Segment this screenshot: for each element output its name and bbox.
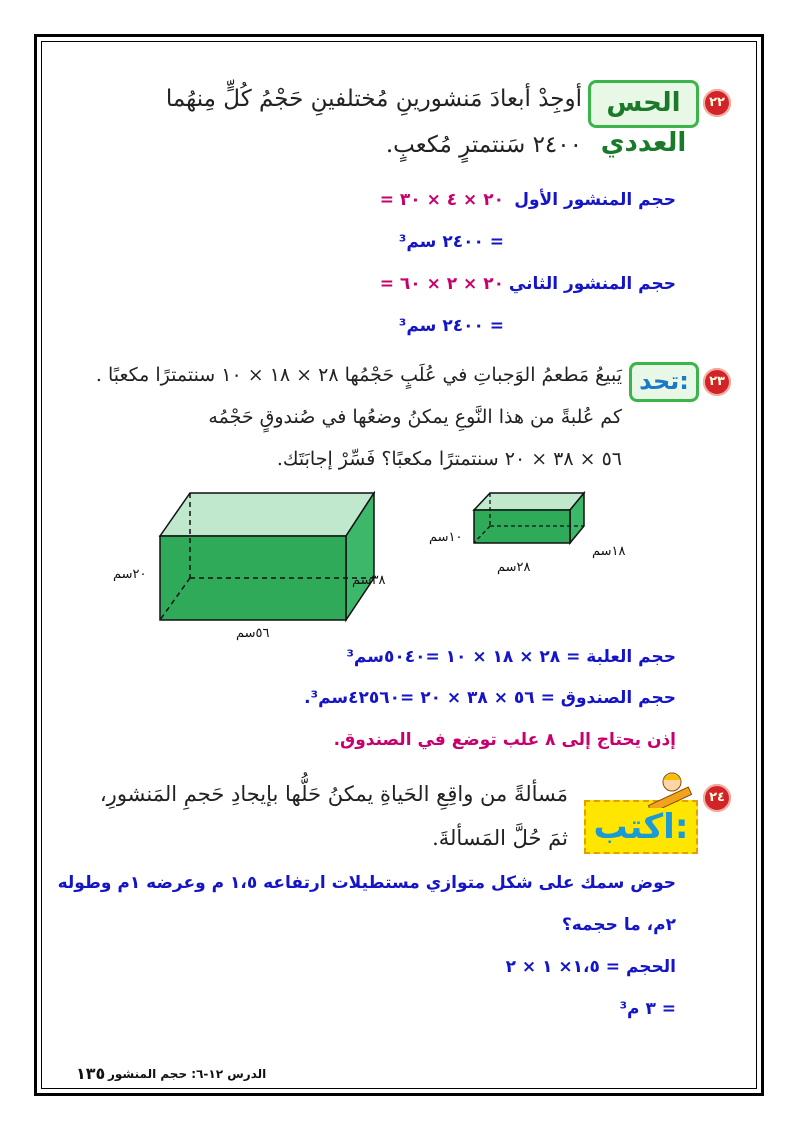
q22-answer-expr-2: = ٢٠ × ٢ × ٦٠ — [379, 274, 504, 294]
q24-answer-1: حوض سمك على شكل متوازي مستطيلات ارتفاعه ١،٥ م وعرضه ١م وطوله — [57, 873, 676, 893]
small-box-figure — [462, 488, 597, 558]
question-number-22: ٢٢ — [703, 89, 731, 117]
q24-answer-4: = ٣ م³ — [619, 999, 676, 1019]
q23-answer-1: حجم العلبة = ٢٨ × ١٨ × ١٠ =٥٠٤٠سم³ — [346, 647, 676, 667]
q23-answer-3: إذن يحتاج إلى ٨ علب توضع في الصندوق. — [333, 730, 676, 750]
footer-lesson: الدرس ١٢-٦: حجم المنشور — [108, 1067, 267, 1081]
q24-answer-2: ٢م، ما حجمه؟ — [561, 915, 676, 935]
q22-answer-label-2: حجم المنشور الثاني — [508, 274, 676, 294]
big-box-depth-label: ٣٨سم — [352, 573, 386, 588]
q22-answer-result-2: = ٢٤٠٠ سم³ — [398, 316, 504, 336]
q22-text-line2: ٢٤٠٠ سَنتمترٍ مُكعبٍ. — [385, 132, 582, 158]
number-sense-badge: الحس العددي — [588, 80, 699, 128]
q23-text-line2: كم عُلبةً من هذا النَّوعِ يمكنُ وضعُها في صُندوقٍ حَجْمُه — [208, 406, 622, 428]
question-number-24: ٢٤ — [703, 784, 731, 812]
q22-text-line1: أوجِدْ أبعادَ مَنشورينِ مُختلفينِ حَجْمُ كُلٍّ مِنهُما — [165, 86, 582, 112]
q23-text-line3: ٥٦ × ٣٨ × ٢٠ سنتمترًا مكعبًا؟ فَسِّرْ إجابَتَك. — [276, 448, 622, 470]
q22-answer-label-1: حجم المنشور الأول — [514, 190, 676, 210]
big-box-height-label: ٢٠سم — [113, 567, 147, 582]
q24-text-line2: ثمَ حُلَّ المَسألةَ. — [432, 826, 568, 850]
q22-answer-expr-1: = ٢٠ × ٤ × ٣٠ — [379, 190, 504, 210]
big-box-width-label: ٥٦سم — [236, 626, 270, 641]
challenge-badge: تحد: — [629, 362, 699, 402]
pencil-kid-icon — [642, 768, 698, 808]
q24-text-line1: مَسألةً من واقِعِ الحَياةِ يمكنُ حَلُّها بإيجادِ حَجمِ المَنشورِ، — [99, 782, 568, 806]
footer-page-number: ١٣٥ — [76, 1064, 106, 1083]
small-box-depth-label: ١٨سم — [592, 544, 626, 559]
q23-answer-2: حجم الصندوق = ٥٦ × ٣٨ × ٢٠ =٤٢٥٦٠سم³. — [304, 688, 676, 708]
q24-answer-3: الحجم = ١،٥× ١ × ٢ — [505, 957, 676, 977]
question-number-23: ٢٣ — [703, 368, 731, 396]
q23-text-line1: يَبيعُ مَطعمُ الوَجباتِ في عُلَبٍ حَجْمُها ٢٨ × ١٨ × ١٠ سنتمترًا مكعبًا . — [95, 364, 622, 386]
small-box-width-label: ٢٨سم — [497, 560, 531, 575]
big-box-figure — [150, 488, 410, 628]
small-box-height-label: ١٠سم — [429, 530, 463, 545]
q22-answer-result-1: = ٢٤٠٠ سم³ — [398, 232, 504, 252]
write-badge: اكتب: — [584, 800, 698, 854]
